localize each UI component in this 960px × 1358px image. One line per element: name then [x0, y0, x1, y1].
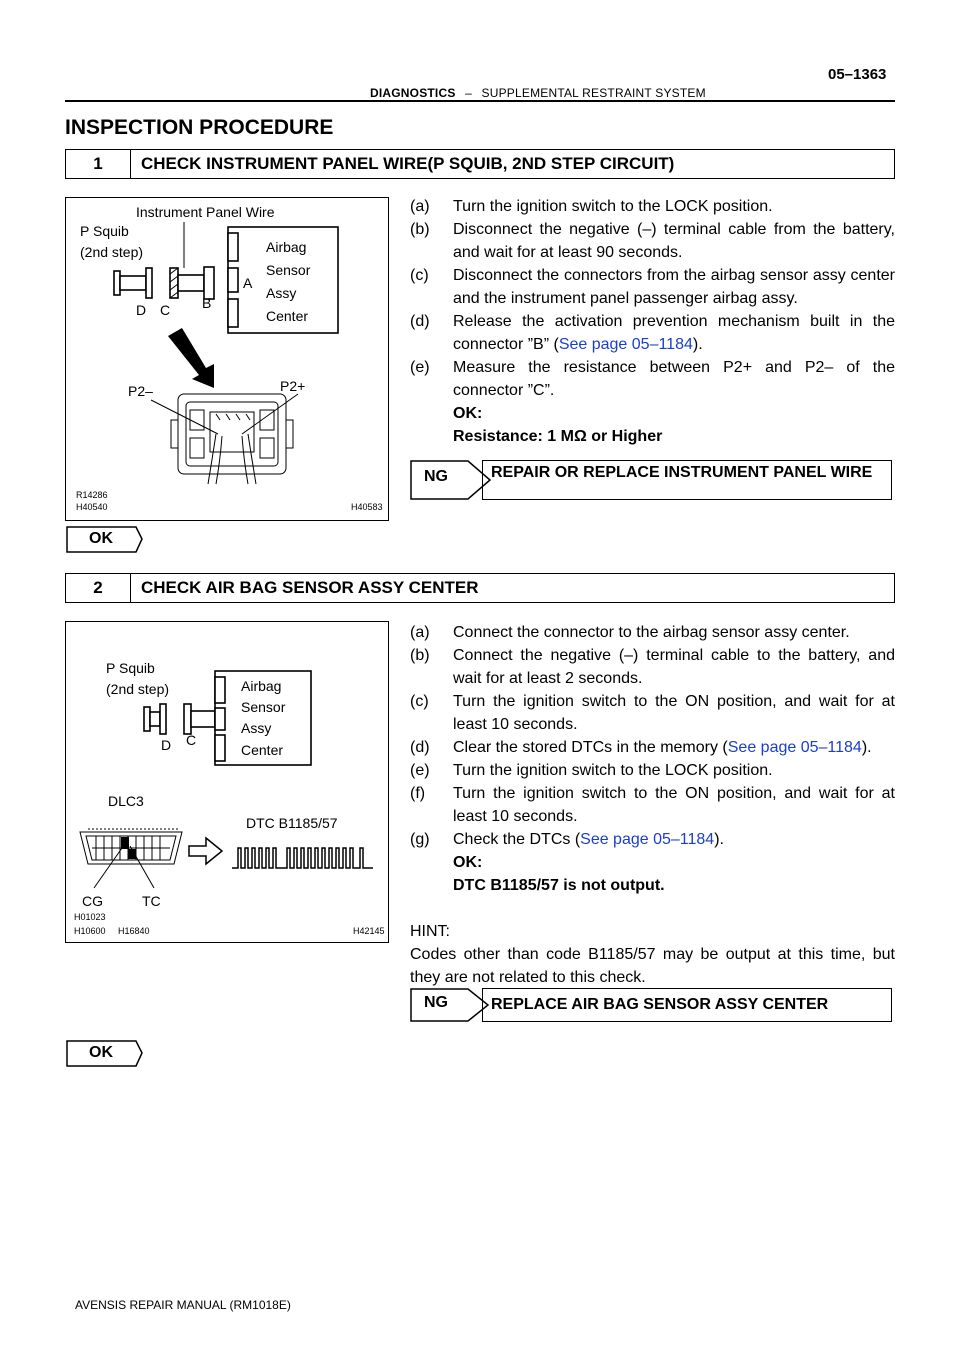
page-number: 05–1363 — [828, 66, 887, 83]
down-arrow-icon — [168, 328, 214, 388]
list-item: (c) Turn the ignition switch to the ON position, and wait for at least 10 seconds. — [410, 693, 895, 733]
step-2-header — [65, 573, 895, 603]
ok-label: OK: — [453, 854, 483, 871]
ok-tab-1 — [66, 526, 142, 552]
list-item: (d) Release the activation prevention mechanism built in the connector ”B” (See page 05–1184). — [410, 313, 895, 353]
ok-label: OK: — [453, 405, 483, 422]
list-item: (f) Turn the ignition switch to the ON position, and wait for at least 10 seconds. — [410, 785, 895, 825]
list-item: (b) Disconnect the negative (–) terminal cable from the battery, and wait for at least 90 seconds. — [410, 221, 895, 261]
label-sensor-4: Center — [266, 308, 309, 324]
label-cg: CG — [82, 893, 103, 909]
running-header — [370, 86, 706, 100]
figure-code-1: H01023 — [74, 912, 106, 922]
label-p2-minus: P2– — [128, 383, 153, 399]
label-sensor-2: Sensor — [266, 262, 311, 278]
header-subsection: SUPPLEMENTAL RESTRAINT SYSTEM — [481, 86, 706, 100]
step-2-instructions — [410, 621, 895, 897]
label-2nd-step: (2nd step) — [106, 681, 170, 697]
see-page-link[interactable]: See page 05–1184 — [558, 336, 693, 353]
step-1-header — [65, 149, 895, 179]
figure-airbag-sensor-check — [65, 621, 389, 943]
hint-block — [410, 920, 895, 989]
ng-action: REPAIR OR REPLACE INSTRUMENT PANEL WIRE — [482, 460, 892, 500]
header-rule — [65, 100, 895, 102]
page-title: INSPECTION PROCEDURE — [65, 116, 334, 139]
label-sensor-1: Airbag — [241, 678, 282, 694]
letter-b: B — [202, 295, 212, 311]
ok-tab-2 — [66, 1040, 142, 1066]
list-item: (g) Check the DTCs (See page 05–1184). — [410, 831, 724, 848]
list-item: (a) Connect the connector to the airbag sensor assy center. — [410, 624, 850, 641]
dtc-waveform — [232, 848, 373, 868]
see-page-link[interactable]: See page 05–1184 — [727, 739, 862, 756]
ng-label: NG — [424, 468, 448, 485]
list-item: (e) Turn the ignition switch to the LOCK position. — [410, 762, 773, 779]
letter-d: D — [136, 302, 147, 318]
label-dlc3: DLC3 — [108, 793, 144, 809]
ok-value: DTC B1185/57 is not output. — [453, 877, 665, 894]
ng-result-2 — [410, 988, 895, 1030]
ok-tab-label: OK — [89, 1044, 113, 1061]
step-number: 1 — [66, 150, 131, 178]
step-number: 2 — [66, 574, 131, 602]
label-p-squib: P Squib — [106, 660, 155, 676]
step-1-instructions — [410, 195, 895, 448]
see-page-link[interactable]: See page 05–1184 — [580, 831, 715, 848]
step-title: CHECK AIR BAG SENSOR ASSY CENTER — [141, 578, 479, 597]
label-2nd-step: (2nd step) — [80, 244, 144, 260]
list-item: (a) Turn the ignition switch to the LOCK position. — [410, 198, 773, 215]
ng-result-1 — [410, 460, 895, 502]
letter-a: A — [243, 275, 253, 291]
ng-action: REPLACE AIR BAG SENSOR ASSY CENTER — [482, 988, 892, 1022]
footer: AVENSIS REPAIR MANUAL (RM1018E) — [75, 1298, 291, 1312]
hint-text: Codes other than code B1185/57 may be output at this time, but they are not related to this check. — [410, 946, 895, 986]
label-p-squib: P Squib — [80, 223, 129, 239]
figure-code-2: H40540 — [76, 502, 108, 512]
figure-instrument-panel-wire — [65, 197, 389, 521]
letter-d: D — [161, 737, 172, 753]
label-dtc: DTC B1185/57 — [246, 815, 338, 831]
list-item: (e) Measure the resistance between P2+ and P2– of the connector ”C”. — [410, 359, 895, 399]
figure-code-4: H42145 — [353, 926, 385, 936]
label-sensor-3: Assy — [266, 285, 297, 301]
label-sensor-2: Sensor — [241, 699, 286, 715]
letter-c: C — [186, 732, 197, 748]
list-item: (c) Disconnect the connectors from the airbag sensor assy center and the instrument panel passenger airbag assy. — [410, 267, 895, 307]
ng-label: NG — [424, 994, 448, 1011]
header-section: DIAGNOSTICS — [370, 86, 456, 100]
step-title: CHECK INSTRUMENT PANEL WIRE(P SQUIB, 2ND STEP CIRCUIT) — [141, 154, 675, 173]
label-tc: TC — [142, 893, 161, 909]
label-sensor-1: Airbag — [266, 239, 307, 255]
label-sensor-4: Center — [241, 742, 284, 758]
figure-code-3: H16840 — [118, 926, 150, 936]
label-sensor-3: Assy — [241, 720, 272, 736]
list-item: (d) Clear the stored DTCs in the memory (See page 05–1184). — [410, 739, 872, 756]
letter-c: C — [160, 302, 171, 318]
label-p2-plus: P2+ — [280, 378, 306, 394]
figure-code-2: H10600 — [74, 926, 106, 936]
header-separator: – — [465, 86, 472, 100]
figure-code-3: H40583 — [351, 502, 383, 512]
ok-tab-label: OK — [89, 530, 113, 547]
hint-label: HINT: — [410, 923, 450, 940]
label-instrument-panel-wire: Instrument Panel Wire — [136, 204, 275, 220]
figure-code-1: R14286 — [76, 490, 108, 500]
right-arrow-icon — [189, 838, 222, 864]
ok-value: Resistance: 1 MΩ or Higher — [453, 428, 663, 445]
list-item: (b) Connect the negative (–) terminal cable to the battery, and wait for at least 2 seconds. — [410, 647, 895, 687]
